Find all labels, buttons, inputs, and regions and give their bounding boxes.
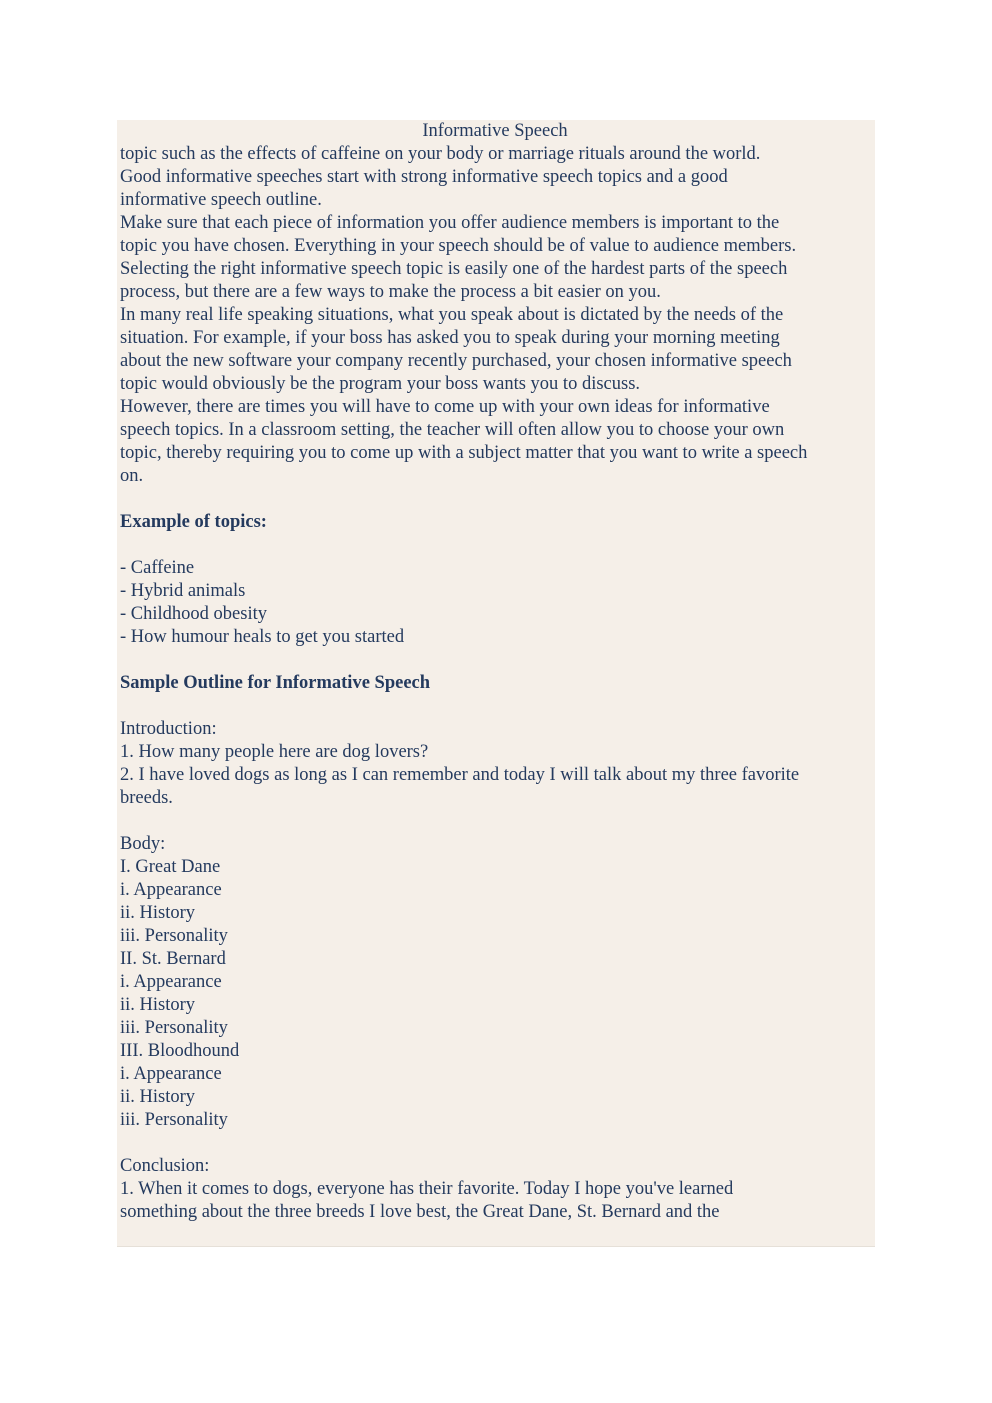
intro-line: process, but there are a few ways to make the process a bit easier on you. — [120, 282, 661, 302]
introduction-label: Introduction: — [120, 719, 217, 739]
spacer — [120, 488, 870, 511]
list-item: i. Appearance — [120, 972, 222, 992]
list-item: - Hybrid animals — [120, 581, 246, 601]
conclusion-label: Conclusion: — [120, 1156, 210, 1176]
intro-line: topic, thereby requiring you to come up with a subject matter that you want to write a speech — [120, 443, 808, 463]
intro-line: Good informative speeches start with strong informative speech topics and a good — [120, 167, 728, 187]
intro-line: In many real life speaking situations, what you speak about is dictated by the needs of the — [120, 305, 784, 325]
intro-line: informative speech outline. — [120, 190, 322, 210]
list-item: 1. When it comes to dogs, everyone has their favorite. Today I hope you've learned — [120, 1179, 734, 1199]
list-item: - How humour heals to get you started — [120, 627, 405, 647]
list-item: - Childhood obesity — [120, 604, 267, 624]
list-item: iii. Personality — [120, 1018, 228, 1038]
spacer — [120, 649, 870, 672]
list-item: III. Bloodhound — [120, 1041, 240, 1061]
spacer — [120, 1132, 870, 1155]
introduction-list — [120, 741, 870, 810]
list-item: ii. History — [120, 903, 196, 923]
list-item: ii. History — [120, 995, 196, 1015]
intro-paragraphs — [120, 143, 870, 488]
document-body — [120, 120, 870, 1224]
list-item: 2. I have loved dogs as long as I can remember and today I will talk about my three favorite — [120, 765, 800, 785]
list-item: I. Great Dane — [120, 857, 221, 877]
intro-line: topic such as the effects of caffeine on your body or marriage rituals around the world. — [120, 144, 761, 164]
list-item: something about the three breeds I love best, the Great Dane, St. Bernard and the — [120, 1202, 720, 1222]
list-item: iii. Personality — [120, 1110, 228, 1130]
spacer — [120, 810, 870, 833]
list-item: ii. History — [120, 1087, 196, 1107]
intro-line: Make sure that each piece of information you offer audience members is important to the — [120, 213, 780, 233]
list-item: II. St. Bernard — [120, 949, 226, 969]
intro-line: topic would obviously be the program your boss wants you to discuss. — [120, 374, 641, 394]
intro-line: However, there are times you will have to come up with your own ideas for informative — [120, 397, 770, 417]
conclusion-list — [120, 1178, 870, 1224]
topics-heading: Example of topics: — [120, 512, 267, 532]
intro-line: speech topics. In a classroom setting, the teacher will often allow you to choose your own — [120, 420, 785, 440]
topics-list — [120, 557, 870, 649]
intro-line: topic you have chosen. Everything in your speech should be of value to audience members. — [120, 236, 797, 256]
list-item: breeds. — [120, 788, 173, 808]
body-label: Body: — [120, 834, 166, 854]
intro-line: on. — [120, 466, 144, 486]
intro-line: situation. For example, if your boss has asked you to speak during your morning meeting — [120, 328, 780, 348]
list-item: i. Appearance — [120, 1064, 222, 1084]
outline-heading: Sample Outline for Informative Speech — [120, 673, 431, 693]
list-item: - Caffeine — [120, 558, 195, 578]
list-item: iii. Personality — [120, 926, 228, 946]
page-title: Informative Speech — [422, 121, 568, 141]
list-item: 1. How many people here are dog lovers? — [120, 742, 429, 762]
spacer — [120, 695, 870, 718]
list-item: i. Appearance — [120, 880, 222, 900]
spacer — [120, 534, 870, 557]
body-list — [120, 856, 870, 1132]
intro-line: Selecting the right informative speech topic is easily one of the hardest parts of the speech — [120, 259, 788, 279]
intro-line: about the new software your company recently purchased, your chosen informative speech — [120, 351, 792, 371]
